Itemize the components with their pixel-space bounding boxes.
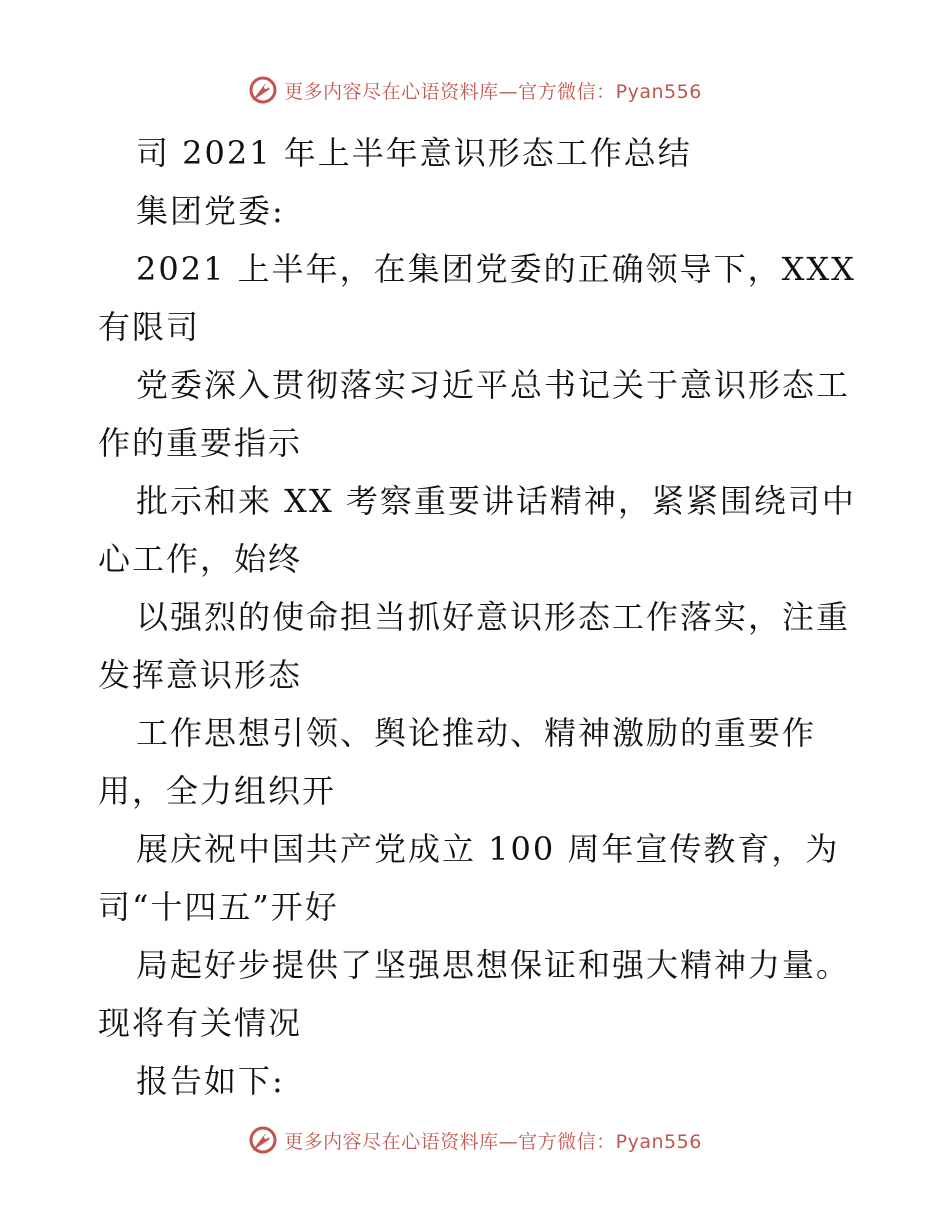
paragraph-line: 工作思想引领、舆论推动、精神激励的重要作 — [136, 714, 817, 752]
document-body — [98, 124, 858, 1110]
paragraph-line: 作的重要指示 — [98, 424, 303, 462]
paragraph-line: 心工作，始终 — [98, 540, 303, 578]
footer-banner — [0, 1122, 950, 1158]
paragraph-line: 发挥意识形态 — [98, 656, 303, 694]
footer-banner-text: 更多内容尽在心语资料库—官方微信：Pyan556 — [284, 1130, 702, 1153]
document-title-line: 司 2021 年上半年意识形态工作总结 — [136, 134, 692, 172]
paragraph-line: 局起好步提供了坚强思想保证和强大精神力量。 — [136, 946, 851, 984]
paragraph-line: 2021 上半年，在集团党委的正确领导下，XXX — [136, 250, 856, 288]
paragraph-line: 批示和来 XX 考察重要讲话精神，紧紧围绕司中 — [136, 482, 856, 520]
salutation-line: 集团党委: — [136, 192, 285, 230]
pen-nib-logo-icon — [248, 75, 278, 105]
paragraph-line: 司“十四五”开好 — [98, 888, 339, 926]
paragraph-line: 报告如下: — [136, 1062, 285, 1100]
paragraph-line: 展庆祝中国共产党成立 100 周年宣传教育，为 — [136, 830, 840, 868]
paragraph-line: 党委深入贯彻落实习近平总书记关于意识形态工 — [136, 366, 851, 404]
paragraph-line: 用，全力组织开 — [98, 772, 337, 810]
paragraph-line: 以强烈的使命担当抓好意识形态工作落实，注重 — [136, 598, 851, 636]
header-banner — [0, 72, 950, 108]
pen-nib-logo-icon — [248, 1125, 278, 1155]
paragraph-line: 现将有关情况 — [98, 1004, 303, 1042]
header-banner-text: 更多内容尽在心语资料库—官方微信：Pyan556 — [284, 80, 702, 103]
paragraph-line: 有限司 — [98, 308, 201, 346]
